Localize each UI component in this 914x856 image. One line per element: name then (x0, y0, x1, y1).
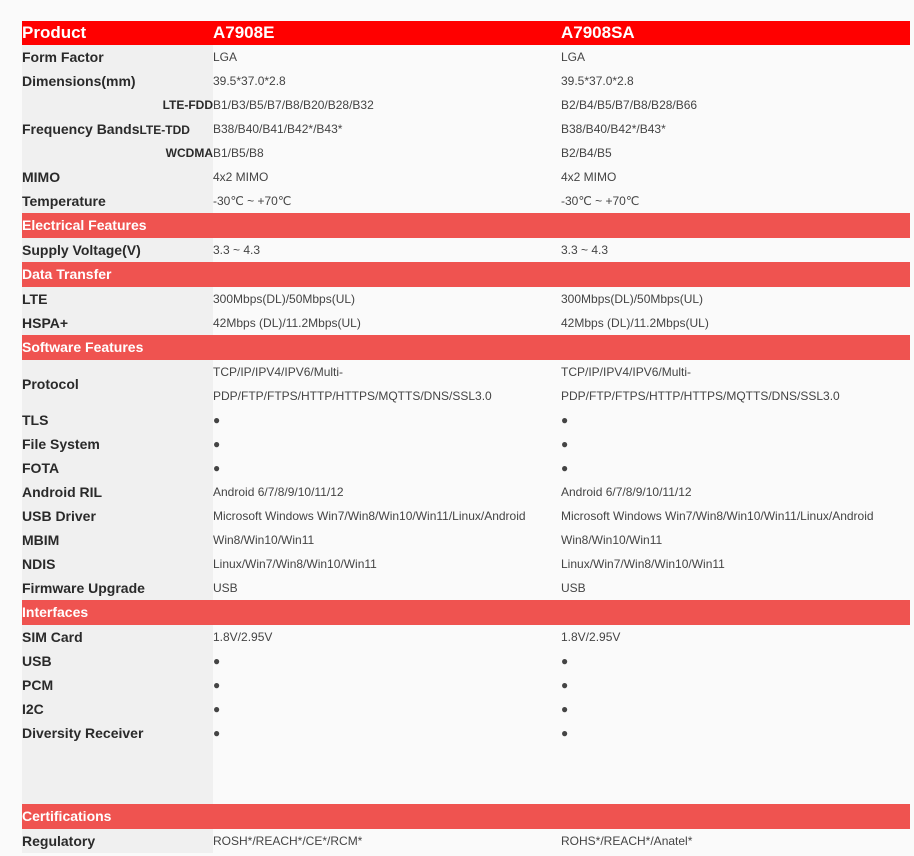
value-a: Win8/Win10/Win11 (213, 533, 315, 547)
spec-row-lte-fdd (22, 93, 910, 117)
value-b-line-2: PDP/FTP/FTPS/HTTP/HTTPS/MQTTS/DNS/SSL3.0 (561, 389, 840, 403)
value-a (213, 360, 561, 408)
section-title: Software Features (22, 335, 910, 360)
value-a: Android 6/7/8/9/10/11/12 (213, 485, 344, 499)
section-title: Data Transfer (22, 262, 910, 287)
row-label: Regulatory (22, 829, 213, 853)
spec-row-wcdma (22, 141, 910, 165)
spec-row-diversity-receiver (22, 721, 910, 745)
blank-cell (561, 745, 910, 804)
spec-row-lte (22, 287, 910, 311)
section-header-electrical (22, 213, 910, 238)
spec-row-regulatory (22, 829, 910, 853)
row-label: HSPA+ (22, 311, 213, 335)
header-row (22, 21, 910, 45)
section-header-interfaces (22, 600, 910, 625)
spec-row-form-factor (22, 45, 910, 69)
bullet-icon: ● (561, 702, 569, 716)
value-b: Linux/Win7/Win8/Win10/Win11 (561, 557, 725, 571)
row-label: MBIM (22, 528, 213, 552)
bullet-icon: ● (213, 413, 221, 427)
row-label: File System (22, 432, 213, 456)
section-header-certifications (22, 804, 910, 829)
blank-label-cell (22, 745, 213, 804)
section-title: Interfaces (22, 600, 910, 625)
value-b: 3.3 ~ 4.3 (561, 243, 609, 257)
value-b-line-1: TCP/IP/IPV4/IPV6/Multi- (561, 365, 692, 379)
value-a: Linux/Win7/Win8/Win10/Win11 (213, 557, 377, 571)
value-a: Microsoft Windows Win7/Win8/Win10/Win11/Linux/Android (213, 509, 526, 523)
bullet-icon: ● (213, 654, 221, 668)
value-b: 300Mbps(DL)/50Mbps(UL) (561, 292, 704, 306)
bullet-icon: ● (213, 461, 221, 475)
section-header-data-transfer (22, 262, 910, 287)
spec-row-usb (22, 649, 910, 673)
value-a: 4x2 MIMO (213, 170, 269, 184)
spec-row-mbim (22, 528, 910, 552)
blank-row (22, 745, 910, 804)
spec-table (22, 21, 910, 853)
frequency-bands-label: Frequency Bands (22, 121, 140, 137)
sub-label-lte-fdd: LTE-FDD (22, 93, 213, 117)
row-label: Form Factor (22, 45, 213, 69)
row-label: Android RIL (22, 480, 213, 504)
value-a: B1/B3/B5/B7/B8/B20/B28/B32 (213, 98, 374, 112)
spec-row-android-ril (22, 480, 910, 504)
bullet-icon: ● (213, 437, 221, 451)
bullet-icon: ● (561, 461, 569, 475)
value-a: 1.8V/2.95V (213, 630, 273, 644)
spec-row-lte-tdd (22, 117, 910, 141)
row-label: FOTA (22, 456, 213, 480)
frequency-bands-cell (22, 117, 213, 141)
value-a: 42Mbps (DL)/11.2Mbps(UL) (213, 316, 361, 330)
blank-cell (213, 745, 561, 804)
row-label: Diversity Receiver (22, 721, 213, 745)
row-label: NDIS (22, 552, 213, 576)
value-a-line-2: PDP/FTP/FTPS/HTTP/HTTPS/MQTTS/DNS/SSL3.0 (213, 389, 492, 403)
value-b: ROHS*/REACH*/Anatel* (561, 834, 693, 848)
value-b: 4x2 MIMO (561, 170, 617, 184)
spec-row-temperature (22, 189, 910, 213)
row-label: Firmware Upgrade (22, 576, 213, 600)
value-b: B2/B4/B5 (561, 146, 612, 160)
bullet-icon: ● (561, 726, 569, 740)
spec-row-supply-voltage (22, 238, 910, 262)
bullet-icon: ● (213, 726, 221, 740)
product-label: Product (22, 21, 213, 45)
row-label: Supply Voltage(V) (22, 238, 213, 262)
value-b: Win8/Win10/Win11 (561, 533, 663, 547)
value-b: -30℃ ~ +70℃ (561, 194, 640, 208)
spec-row-i2c (22, 697, 910, 721)
row-label: USB Driver (22, 504, 213, 528)
value-a: -30℃ ~ +70℃ (213, 194, 292, 208)
value-a: ROSH*/REACH*/CE*/RCM* (213, 834, 363, 848)
bullet-icon: ● (213, 702, 221, 716)
value-a: B38/B40/B41/B42*/B43* (213, 122, 343, 136)
spec-row-usb-driver (22, 504, 910, 528)
spec-row-firmware-upgrade (22, 576, 910, 600)
row-label: TLS (22, 408, 213, 432)
section-header-software (22, 335, 910, 360)
spec-row-protocol (22, 360, 910, 408)
spec-row-mimo (22, 165, 910, 189)
row-label: MIMO (22, 165, 213, 189)
value-a-line-1: TCP/IP/IPV4/IPV6/Multi- (213, 365, 344, 379)
row-label: USB (22, 649, 213, 673)
bullet-icon: ● (561, 413, 569, 427)
value-a: LGA (213, 50, 238, 64)
row-label: Dimensions(mm) (22, 69, 213, 93)
value-b: 1.8V/2.95V (561, 630, 621, 644)
bullet-icon: ● (213, 678, 221, 692)
value-b: Android 6/7/8/9/10/11/12 (561, 485, 692, 499)
value-b: USB (561, 581, 586, 595)
spec-row-hspa (22, 311, 910, 335)
spec-row-fota (22, 456, 910, 480)
value-b: Microsoft Windows Win7/Win8/Win10/Win11/Linux/Android (561, 509, 874, 523)
bullet-icon: ● (561, 678, 569, 692)
value-b: 39.5*37.0*2.8 (561, 74, 634, 88)
value-a: 3.3 ~ 4.3 (213, 243, 261, 257)
value-b: B2/B4/B5/B7/B8/B28/B66 (561, 98, 698, 112)
value-a: 300Mbps(DL)/50Mbps(UL) (213, 292, 356, 306)
value-a: 39.5*37.0*2.8 (213, 74, 286, 88)
value-a: USB (213, 581, 238, 595)
sub-label-lte-tdd: LTE-TDD (139, 123, 190, 137)
value-b (561, 360, 910, 408)
bullet-icon: ● (561, 437, 569, 451)
value-a: B1/B5/B8 (213, 146, 264, 160)
bullet-icon: ● (561, 654, 569, 668)
row-label: SIM Card (22, 625, 213, 649)
spec-row-dimensions (22, 69, 910, 93)
row-label: Temperature (22, 189, 213, 213)
model-a-title: A7908E (213, 21, 561, 45)
spec-row-pcm (22, 673, 910, 697)
value-b: LGA (561, 50, 586, 64)
row-label: LTE (22, 287, 213, 311)
spec-row-sim-card (22, 625, 910, 649)
spec-row-ndis (22, 552, 910, 576)
spec-row-file-system (22, 432, 910, 456)
value-b: B38/B40/B42*/B43* (561, 122, 666, 136)
section-title: Certifications (22, 804, 910, 829)
section-title: Electrical Features (22, 213, 910, 238)
value-b: 42Mbps (DL)/11.2Mbps(UL) (561, 316, 709, 330)
spec-row-tls (22, 408, 910, 432)
row-label: I2C (22, 697, 213, 721)
row-label: PCM (22, 673, 213, 697)
row-label: Protocol (22, 360, 213, 408)
model-b-title: A7908SA (561, 21, 910, 45)
sub-label-wcdma: WCDMA (22, 141, 213, 165)
